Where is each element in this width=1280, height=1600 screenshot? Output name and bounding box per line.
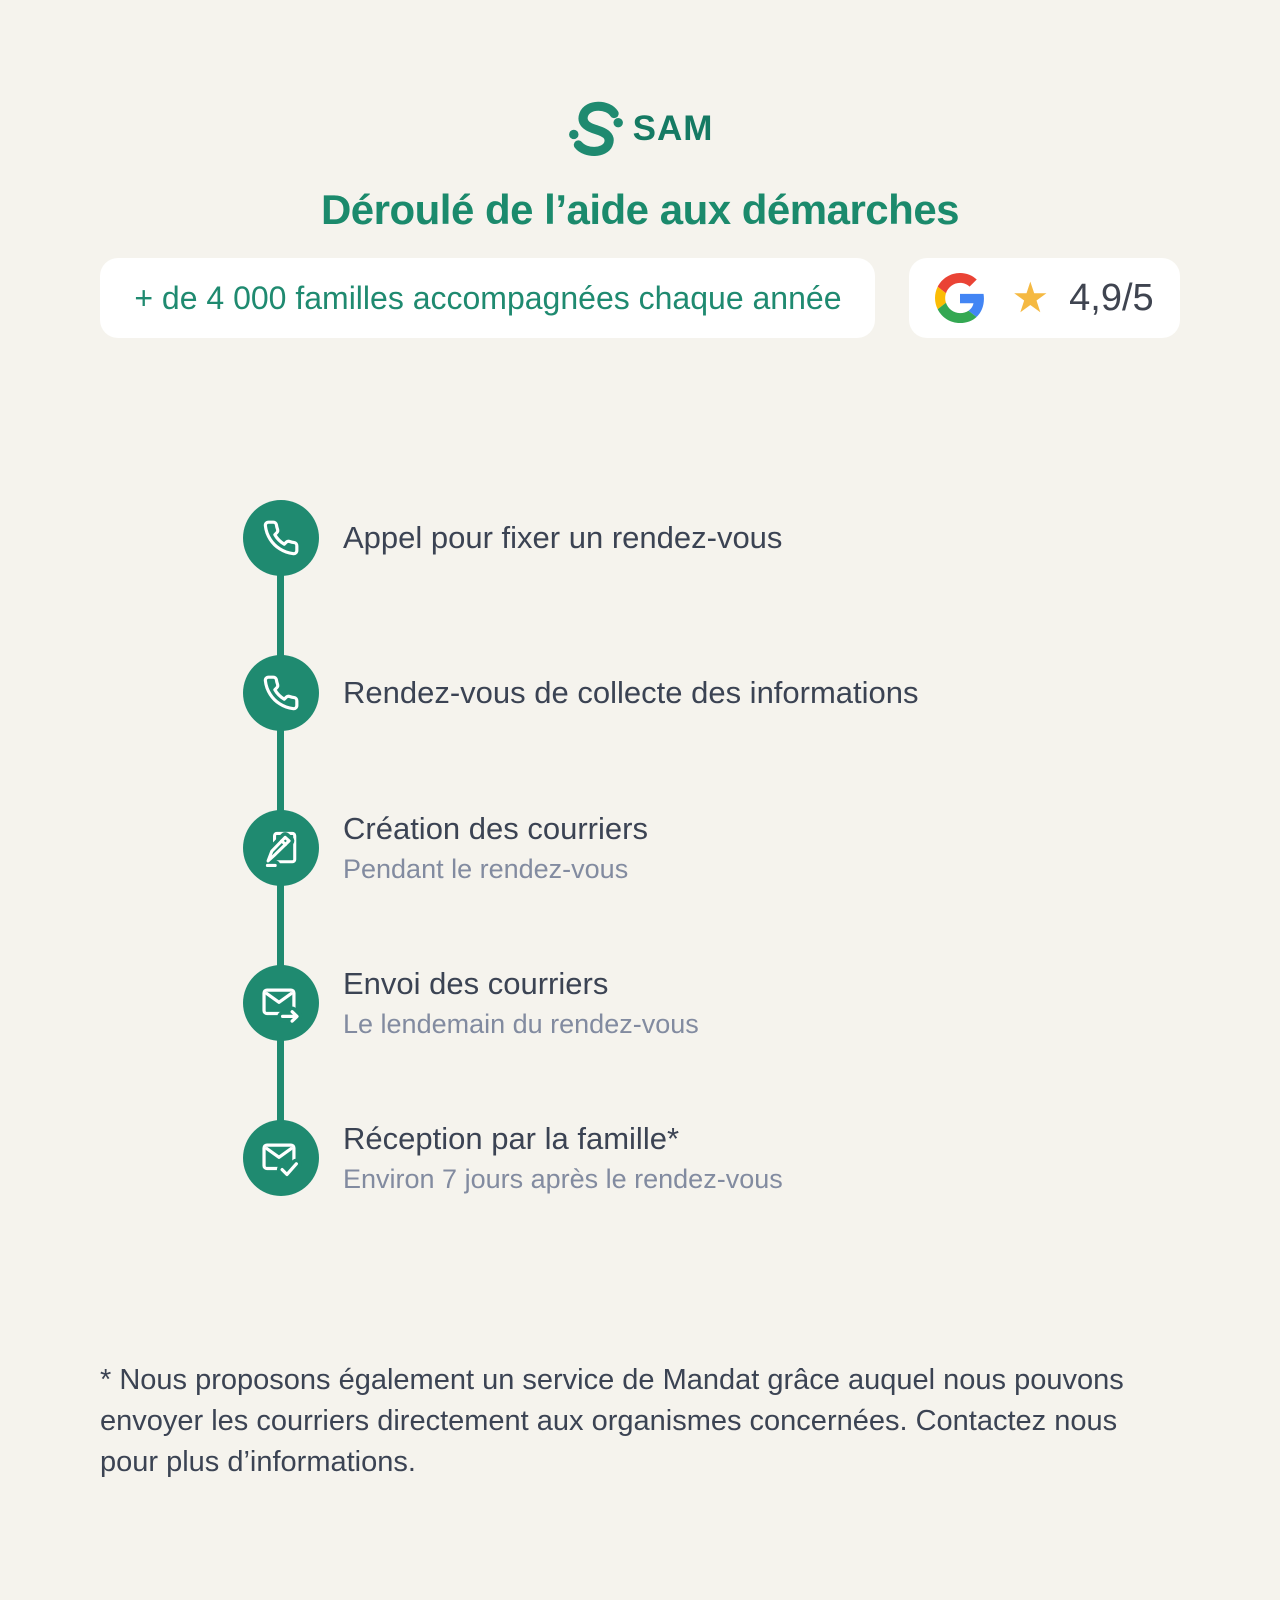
step-4-badge: [243, 965, 319, 1041]
google-rating-badge: [909, 258, 1179, 338]
badges-row: [0, 258, 1280, 338]
timeline: [243, 500, 1143, 1196]
brand-name: SAM: [632, 109, 714, 148]
phone-icon: [262, 674, 300, 712]
phone-icon: [262, 519, 300, 557]
footnote-line: * Nous proposons également un service de Mandat grâce auquel nous pouvons: [100, 1364, 1124, 1396]
step-3-badge: [243, 810, 319, 886]
google-logo-icon: [935, 273, 985, 323]
page-title: Déroulé de l’aide aux démarches: [320, 186, 960, 233]
step-subtitle: Pendant le rendez-vous: [343, 854, 629, 884]
timeline-step-1: [243, 500, 1143, 576]
families-badge: [100, 258, 875, 338]
step-title: Réception par la famille*: [343, 1121, 680, 1156]
step-5-badge: [243, 1120, 319, 1196]
mail-send-icon: [259, 982, 303, 1024]
brand-logo: [0, 0, 1280, 158]
footnote: [100, 1360, 1190, 1484]
step-1-badge: [243, 500, 319, 576]
google-rating-value: 4,9/5: [1069, 276, 1154, 319]
footnote-line: envoyer les courriers directement aux organismes concernées. Contactez nous: [100, 1405, 1118, 1438]
step-subtitle: Le lendemain du rendez-vous: [343, 1009, 699, 1039]
mail-received-icon: [259, 1137, 303, 1179]
timeline-step-4: [243, 965, 1143, 1041]
families-badge-label: + de 4 000 familles accompagnées chaque année: [134, 279, 842, 316]
sam-logo-icon: [567, 100, 625, 158]
step-title: Rendez-vous de collecte des informations: [343, 675, 919, 710]
footnote-line: pour plus d’informations.: [100, 1446, 416, 1479]
timeline-step-2: [243, 655, 1143, 731]
letter-writing-icon: [260, 827, 302, 869]
step-title: Envoi des courriers: [343, 966, 609, 1001]
timeline-step-3: [243, 810, 1143, 886]
step-2-badge: [243, 655, 319, 731]
step-title: Création des courriers: [343, 811, 648, 846]
step-subtitle: Environ 7 jours après le rendez-vous: [343, 1164, 783, 1194]
step-title: Appel pour fixer un rendez-vous: [343, 520, 783, 555]
star-icon: ★: [1011, 274, 1050, 321]
timeline-step-5: [243, 1120, 1143, 1196]
